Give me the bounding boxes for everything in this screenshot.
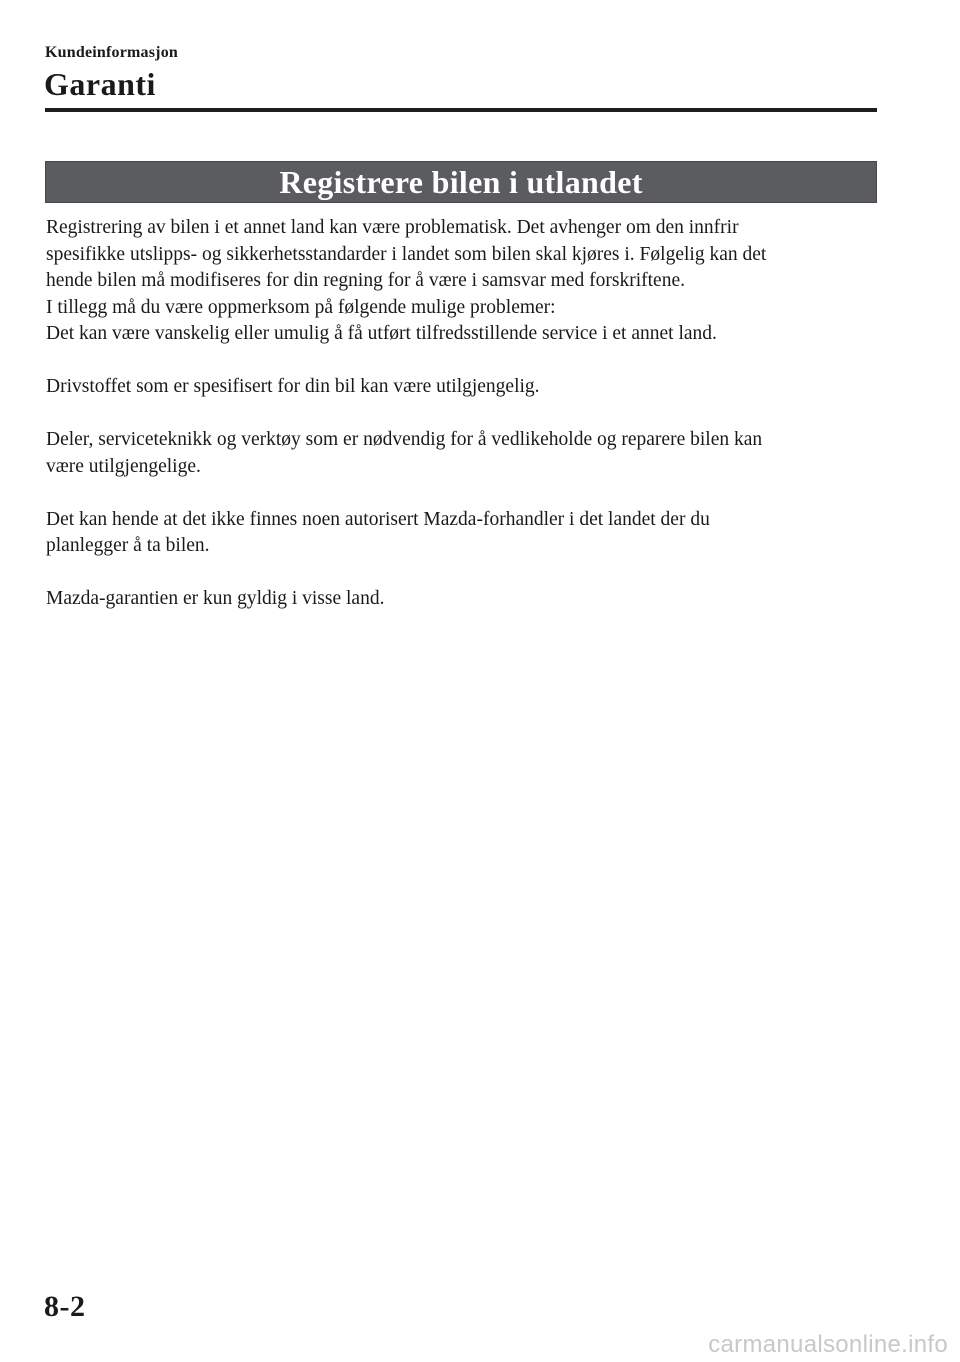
- paragraph-line: Det kan hende at det ikke finnes noen autorisert Mazda-forhandler i det landet der du: [46, 508, 710, 530]
- watermark: carmanualsonline.info: [708, 1331, 948, 1358]
- paragraph-line: spesifikke utslipps- og sikkerhetsstandarder i landet som bilen skal kjøres i. Følgelig kan det: [46, 243, 767, 265]
- paragraph-line: Mazda-garantien er kun gyldig i visse land.: [46, 588, 385, 609]
- section-label: Kundeinformasjon: [45, 44, 178, 61]
- paragraph-line: I tillegg må du være oppmerksom på følgende mulige problemer:: [46, 296, 556, 318]
- paragraph-line: Deler, serviceteknikk og verktøy som er nødvendig for å vedlikeholde og reparere bilen kan: [46, 429, 763, 450]
- chapter-title: Garanti: [44, 66, 156, 102]
- page-number: 8-2: [44, 1290, 86, 1323]
- section-heading: Registrere bilen i utlandet: [45, 161, 877, 203]
- paragraph-line: Registrering av bilen i et annet land kan være problematisk. Det avhenger om den innfrir: [46, 217, 739, 238]
- title-rule: [45, 108, 877, 112]
- paragraph-line: hende bilen må modifiseres for din regning for å være i samsvar med forskriftene.: [46, 270, 685, 291]
- paragraph-line: være utilgjengelige.: [46, 455, 201, 477]
- paragraph-line: Det kan være vanskelig eller umulig å få utført tilfredsstillende service i et annet land.: [46, 323, 717, 344]
- paragraph-line: planlegger å ta bilen.: [46, 535, 210, 556]
- paragraph-line: Drivstoffet som er spesifisert for din bil kan være utilgjengelig.: [46, 376, 540, 397]
- body-text: [46, 215, 878, 613]
